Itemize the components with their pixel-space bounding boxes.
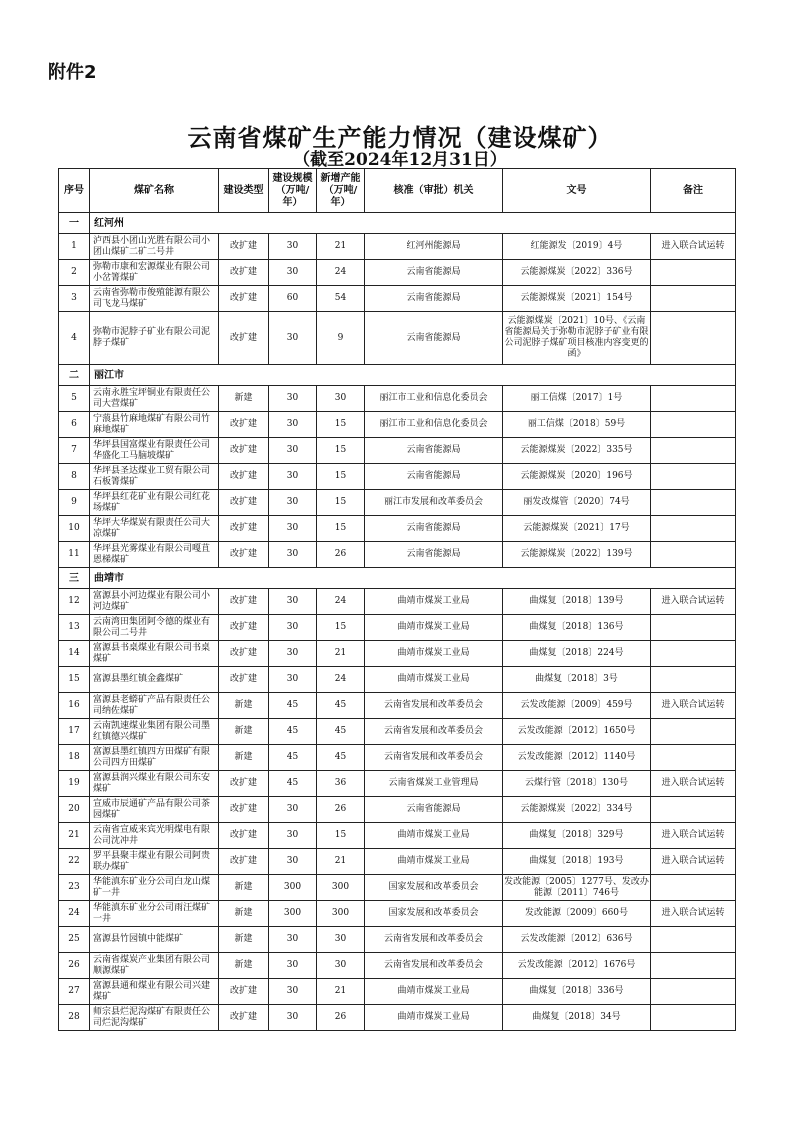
cell-scale: 30 [269, 797, 317, 823]
cell-authority: 曲靖市煤炭工业局 [365, 667, 503, 693]
cell-name: 华坪县圣达煤业工贸有限公司石板箐煤矿 [90, 464, 219, 490]
cell-added: 45 [317, 745, 365, 771]
section-index: 二 [59, 365, 90, 386]
cell-added: 30 [317, 386, 365, 412]
table-row [59, 312, 736, 365]
cell-scale: 30 [269, 542, 317, 568]
cell-note: 进入联合试运转 [651, 849, 736, 875]
cell-added: 15 [317, 412, 365, 438]
table-row [59, 516, 736, 542]
page-title: 云南省煤矿生产能力情况（建设煤矿） [187, 123, 613, 152]
table-row [59, 771, 736, 797]
table-row [59, 286, 736, 312]
cell-added: 9 [317, 312, 365, 365]
cell-no: 7 [59, 438, 90, 464]
header-cell: 建设类型 [219, 169, 269, 213]
cell-note [651, 797, 736, 823]
cell-no: 3 [59, 286, 90, 312]
cell-no: 10 [59, 516, 90, 542]
table-row [59, 745, 736, 771]
cell-doc: 云发改能源〔2009〕459号 [503, 693, 651, 719]
cell-type: 改扩建 [219, 234, 269, 260]
cell-authority: 曲靖市煤炭工业局 [365, 1005, 503, 1031]
section-name: 丽江市 [90, 365, 736, 386]
cell-authority: 曲靖市煤炭工业局 [365, 615, 503, 641]
cell-added: 24 [317, 589, 365, 615]
cell-note [651, 438, 736, 464]
cell-no: 21 [59, 823, 90, 849]
cell-no: 13 [59, 615, 90, 641]
cell-type: 新建 [219, 745, 269, 771]
cell-type: 改扩建 [219, 979, 269, 1005]
cell-name: 宁蒗县竹麻地煤矿有限公司竹麻地煤矿 [90, 412, 219, 438]
cell-type: 新建 [219, 875, 269, 901]
cell-note: 进入联合试运转 [651, 693, 736, 719]
cell-scale: 300 [269, 875, 317, 901]
cell-added: 21 [317, 979, 365, 1005]
table-row [59, 438, 736, 464]
cell-name: 弥勒市康和宏源煤业有限公司小岔箐煤矿 [90, 260, 219, 286]
cell-added: 30 [317, 953, 365, 979]
cell-authority: 云南省发展和改革委员会 [365, 953, 503, 979]
section-row [59, 365, 736, 386]
cell-note [651, 312, 736, 365]
cell-added: 36 [317, 771, 365, 797]
cell-added: 15 [317, 438, 365, 464]
cell-no: 19 [59, 771, 90, 797]
cell-scale: 30 [269, 464, 317, 490]
cell-doc: 云能源煤炭〔2021〕154号 [503, 286, 651, 312]
table-row [59, 412, 736, 438]
table-body [59, 213, 736, 1031]
cell-no: 8 [59, 464, 90, 490]
cell-added: 21 [317, 849, 365, 875]
cell-authority: 云南省能源局 [365, 438, 503, 464]
cell-authority: 云南省煤炭工业管理局 [365, 771, 503, 797]
table-row [59, 849, 736, 875]
cell-scale: 30 [269, 490, 317, 516]
cell-note [651, 490, 736, 516]
cell-added: 26 [317, 1005, 365, 1031]
cell-scale: 30 [269, 849, 317, 875]
cell-note [651, 641, 736, 667]
table-row [59, 797, 736, 823]
section-index: 三 [59, 568, 90, 589]
cell-doc: 云发改能源〔2012〕1650号 [503, 719, 651, 745]
cell-no: 1 [59, 234, 90, 260]
cell-type: 改扩建 [219, 797, 269, 823]
cell-scale: 30 [269, 589, 317, 615]
cell-name: 华能滇东矿业分公司白龙山煤矿一井 [90, 875, 219, 901]
cell-doc: 曲煤复〔2018〕34号 [503, 1005, 651, 1031]
section-row [59, 568, 736, 589]
header-cell: 新增产能（万吨/年） [317, 169, 365, 213]
table-row [59, 667, 736, 693]
cell-added: 30 [317, 927, 365, 953]
cell-added: 24 [317, 260, 365, 286]
cell-doc: 曲煤复〔2018〕136号 [503, 615, 651, 641]
cell-doc: 曲煤复〔2018〕329号 [503, 823, 651, 849]
cell-note [651, 542, 736, 568]
cell-name: 富源县墨红镇金鑫煤矿 [90, 667, 219, 693]
cell-scale: 30 [269, 1005, 317, 1031]
table-row [59, 589, 736, 615]
cell-type: 新建 [219, 693, 269, 719]
cell-doc: 云发改能源〔2012〕636号 [503, 927, 651, 953]
cell-scale: 30 [269, 260, 317, 286]
cell-name: 云南凯速煤业集团有限公司墨红镇德兴煤矿 [90, 719, 219, 745]
cell-no: 15 [59, 667, 90, 693]
cell-doc: 红能源发〔2019〕4号 [503, 234, 651, 260]
cell-added: 15 [317, 615, 365, 641]
cell-authority: 曲靖市煤炭工业局 [365, 641, 503, 667]
cell-scale: 60 [269, 286, 317, 312]
cell-no: 14 [59, 641, 90, 667]
table-row [59, 875, 736, 901]
header-cell: 核准（审批）机关 [365, 169, 503, 213]
cell-doc: 云能源煤炭〔2022〕139号 [503, 542, 651, 568]
cell-doc: 云能源煤炭〔2021〕17号 [503, 516, 651, 542]
table-row [59, 615, 736, 641]
cell-added: 300 [317, 901, 365, 927]
header-cell: 建设规模（万吨/年） [269, 169, 317, 213]
table-row [59, 1005, 736, 1031]
cell-authority: 云南省能源局 [365, 312, 503, 365]
section-name: 曲靖市 [90, 568, 736, 589]
cell-doc: 云能源煤炭〔2022〕336号 [503, 260, 651, 286]
cell-authority: 曲靖市煤炭工业局 [365, 979, 503, 1005]
cell-no: 28 [59, 1005, 90, 1031]
cell-authority: 丽江市发展和改革委员会 [365, 490, 503, 516]
cell-type: 改扩建 [219, 1005, 269, 1031]
cell-doc: 云发改能源〔2012〕1140号 [503, 745, 651, 771]
section-name: 红河州 [90, 213, 736, 234]
cell-note: 进入联合试运转 [651, 234, 736, 260]
cell-name: 富源县老蟒矿产品有限责任公司纳佐煤矿 [90, 693, 219, 719]
cell-note [651, 464, 736, 490]
cell-authority: 云南省发展和改革委员会 [365, 927, 503, 953]
cell-added: 24 [317, 667, 365, 693]
cell-doc: 发改能源〔2009〕660号 [503, 901, 651, 927]
cell-scale: 30 [269, 979, 317, 1005]
cell-name: 华坪县光雾煤业有限公司嘎苴恩梯煤矿 [90, 542, 219, 568]
cell-no: 27 [59, 979, 90, 1005]
cell-type: 改扩建 [219, 641, 269, 667]
cell-doc: 云能源煤炭〔2021〕10号、《云南省能源局关于弥勒市泥脖子矿业有限公司泥脖子煤矿项目核准内容变更的函》 [503, 312, 651, 365]
cell-type: 改扩建 [219, 823, 269, 849]
header-cell: 序号 [59, 169, 90, 213]
table-row [59, 490, 736, 516]
cell-no: 24 [59, 901, 90, 927]
table-row [59, 542, 736, 568]
cell-authority: 云南省发展和改革委员会 [365, 719, 503, 745]
table-row [59, 464, 736, 490]
cell-name: 富源县墨红镇四方田煤矿有限公司四方田煤矿 [90, 745, 219, 771]
cell-doc: 云能源煤炭〔2022〕335号 [503, 438, 651, 464]
cell-added: 15 [317, 464, 365, 490]
cell-name: 云南省宣威来宾光明煤电有限公司沈冲井 [90, 823, 219, 849]
cell-name: 云南省煤炭产业集团有限公司顺源煤矿 [90, 953, 219, 979]
cell-note [651, 615, 736, 641]
table-row [59, 953, 736, 979]
cell-doc: 云能源煤炭〔2022〕334号 [503, 797, 651, 823]
cell-doc: 丽工信煤〔2018〕59号 [503, 412, 651, 438]
cell-added: 26 [317, 797, 365, 823]
cell-note [651, 667, 736, 693]
cell-note [651, 979, 736, 1005]
cell-note: 进入联合试运转 [651, 901, 736, 927]
cell-type: 改扩建 [219, 771, 269, 797]
cell-name: 华能滇东矿业分公司雨汪煤矿一井 [90, 901, 219, 927]
table-row [59, 901, 736, 927]
table-row [59, 693, 736, 719]
table-row [59, 234, 736, 260]
cell-type: 改扩建 [219, 286, 269, 312]
cell-authority: 云南省能源局 [365, 797, 503, 823]
cell-added: 45 [317, 719, 365, 745]
cell-name: 富源县书桌煤业有限公司书桌煤矿 [90, 641, 219, 667]
header-cell: 文号 [503, 169, 651, 213]
cell-type: 改扩建 [219, 615, 269, 641]
cell-scale: 30 [269, 438, 317, 464]
cell-doc: 曲煤复〔2018〕3号 [503, 667, 651, 693]
cell-name: 云南永胜宝坪铜业有限责任公司大营煤矿 [90, 386, 219, 412]
cell-name: 泸西县小团山光胜有限公司小团山煤矿二矿二号井 [90, 234, 219, 260]
cell-note [651, 875, 736, 901]
cell-doc: 曲煤复〔2018〕193号 [503, 849, 651, 875]
cell-note [651, 516, 736, 542]
cell-scale: 30 [269, 386, 317, 412]
cell-doc: 曲煤复〔2018〕139号 [503, 589, 651, 615]
cell-type: 改扩建 [219, 542, 269, 568]
cell-scale: 30 [269, 667, 317, 693]
cell-authority: 云南省能源局 [365, 260, 503, 286]
cell-no: 16 [59, 693, 90, 719]
attachment-label: 附件2 [48, 62, 97, 83]
page-subtitle: （截至2024年12月31日） [293, 150, 507, 170]
cell-note: 进入联合试运转 [651, 771, 736, 797]
cell-name: 富源县润兴煤业有限公司东安煤矿 [90, 771, 219, 797]
cell-added: 21 [317, 234, 365, 260]
cell-note: 进入联合试运转 [651, 589, 736, 615]
cell-note [651, 927, 736, 953]
table-row [59, 641, 736, 667]
cell-authority: 云南省能源局 [365, 516, 503, 542]
cell-no: 18 [59, 745, 90, 771]
cell-scale: 45 [269, 745, 317, 771]
cell-no: 12 [59, 589, 90, 615]
cell-doc: 曲煤复〔2018〕336号 [503, 979, 651, 1005]
cell-authority: 国家发展和改革委员会 [365, 901, 503, 927]
cell-authority: 红河州能源局 [365, 234, 503, 260]
cell-type: 新建 [219, 901, 269, 927]
cell-authority: 曲靖市煤炭工业局 [365, 589, 503, 615]
cell-name: 云南湾田集团阿令德的煤业有限公司二号井 [90, 615, 219, 641]
cell-note [651, 745, 736, 771]
cell-scale: 45 [269, 719, 317, 745]
cell-type: 改扩建 [219, 464, 269, 490]
cell-doc: 发改能源〔2005〕1277号、发改办能源〔2011〕746号 [503, 875, 651, 901]
cell-name: 富源县竹园镇中能煤矿 [90, 927, 219, 953]
cell-name: 华坪县红花矿业有限公司红花场煤矿 [90, 490, 219, 516]
cell-scale: 30 [269, 312, 317, 365]
cell-name: 华坪大华煤炭有限责任公司大凉煤矿 [90, 516, 219, 542]
cell-scale: 45 [269, 771, 317, 797]
cell-type: 新建 [219, 927, 269, 953]
cell-no: 22 [59, 849, 90, 875]
cell-type: 改扩建 [219, 849, 269, 875]
cell-name: 华坪县国富煤业有限责任公司华盛化工马脑坡煤矿 [90, 438, 219, 464]
cell-name: 宣威市辰通矿产品有限公司茶园煤矿 [90, 797, 219, 823]
cell-note [651, 260, 736, 286]
cell-added: 15 [317, 516, 365, 542]
cell-note [651, 1005, 736, 1031]
cell-type: 改扩建 [219, 312, 269, 365]
cell-name: 云南省弥勒市俊殖能源有限公司飞龙马煤矿 [90, 286, 219, 312]
cell-added: 54 [317, 286, 365, 312]
cell-scale: 30 [269, 953, 317, 979]
cell-note [651, 412, 736, 438]
cell-scale: 300 [269, 901, 317, 927]
table-header-row [59, 169, 736, 213]
cell-no: 17 [59, 719, 90, 745]
cell-scale: 30 [269, 516, 317, 542]
cell-type: 改扩建 [219, 412, 269, 438]
cell-type: 新建 [219, 386, 269, 412]
cell-authority: 云南省发展和改革委员会 [365, 693, 503, 719]
header-cell: 备注 [651, 169, 736, 213]
cell-no: 26 [59, 953, 90, 979]
cell-type: 改扩建 [219, 667, 269, 693]
cell-authority: 曲靖市煤炭工业局 [365, 823, 503, 849]
cell-authority: 曲靖市煤炭工业局 [365, 849, 503, 875]
cell-added: 45 [317, 693, 365, 719]
cell-scale: 30 [269, 641, 317, 667]
table-row [59, 823, 736, 849]
cell-no: 11 [59, 542, 90, 568]
cell-doc: 云煤行管〔2018〕130号 [503, 771, 651, 797]
cell-authority: 国家发展和改革委员会 [365, 875, 503, 901]
cell-type: 改扩建 [219, 260, 269, 286]
cell-type: 改扩建 [219, 490, 269, 516]
cell-authority: 云南省能源局 [365, 542, 503, 568]
cell-no: 5 [59, 386, 90, 412]
cell-scale: 45 [269, 693, 317, 719]
cell-no: 20 [59, 797, 90, 823]
cell-authority: 云南省能源局 [365, 464, 503, 490]
cell-no: 4 [59, 312, 90, 365]
cell-type: 新建 [219, 953, 269, 979]
cell-note [651, 286, 736, 312]
cell-doc: 丽发改煤管〔2020〕74号 [503, 490, 651, 516]
cell-doc: 云发改能源〔2012〕1676号 [503, 953, 651, 979]
table-row [59, 719, 736, 745]
cell-scale: 30 [269, 823, 317, 849]
cell-type: 改扩建 [219, 438, 269, 464]
cell-authority: 丽江市工业和信息化委员会 [365, 412, 503, 438]
coal-mine-table [58, 168, 736, 1031]
cell-scale: 30 [269, 927, 317, 953]
table-row [59, 386, 736, 412]
cell-authority: 丽江市工业和信息化委员会 [365, 386, 503, 412]
cell-scale: 30 [269, 234, 317, 260]
cell-type: 改扩建 [219, 589, 269, 615]
section-index: 一 [59, 213, 90, 234]
cell-name: 师宗县烂泥沟煤矿有限责任公司烂泥沟煤矿 [90, 1005, 219, 1031]
cell-authority: 云南省发展和改革委员会 [365, 745, 503, 771]
cell-note [651, 953, 736, 979]
table-row [59, 979, 736, 1005]
cell-note [651, 386, 736, 412]
cell-note: 进入联合试运转 [651, 823, 736, 849]
cell-added: 15 [317, 490, 365, 516]
cell-added: 21 [317, 641, 365, 667]
cell-authority: 云南省能源局 [365, 286, 503, 312]
cell-added: 300 [317, 875, 365, 901]
cell-name: 富源县通和煤业有限公司兴建煤矿 [90, 979, 219, 1005]
cell-name: 弥勒市泥脖子矿业有限公司泥脖子煤矿 [90, 312, 219, 365]
cell-note [651, 719, 736, 745]
cell-doc: 云能源煤炭〔2020〕196号 [503, 464, 651, 490]
cell-name: 富源县小河边煤业有限公司小河边煤矿 [90, 589, 219, 615]
cell-no: 23 [59, 875, 90, 901]
cell-type: 新建 [219, 719, 269, 745]
cell-name: 罗平县聚丰煤业有限公司阿贵联办煤矿 [90, 849, 219, 875]
cell-doc: 丽工信煤〔2017〕1号 [503, 386, 651, 412]
header-cell: 煤矿名称 [90, 169, 219, 213]
section-row [59, 213, 736, 234]
cell-no: 6 [59, 412, 90, 438]
cell-no: 9 [59, 490, 90, 516]
cell-scale: 30 [269, 412, 317, 438]
cell-doc: 曲煤复〔2018〕224号 [503, 641, 651, 667]
table-row [59, 260, 736, 286]
cell-scale: 30 [269, 615, 317, 641]
cell-added: 26 [317, 542, 365, 568]
table-row [59, 927, 736, 953]
cell-no: 2 [59, 260, 90, 286]
cell-type: 改扩建 [219, 516, 269, 542]
cell-added: 15 [317, 823, 365, 849]
cell-no: 25 [59, 927, 90, 953]
